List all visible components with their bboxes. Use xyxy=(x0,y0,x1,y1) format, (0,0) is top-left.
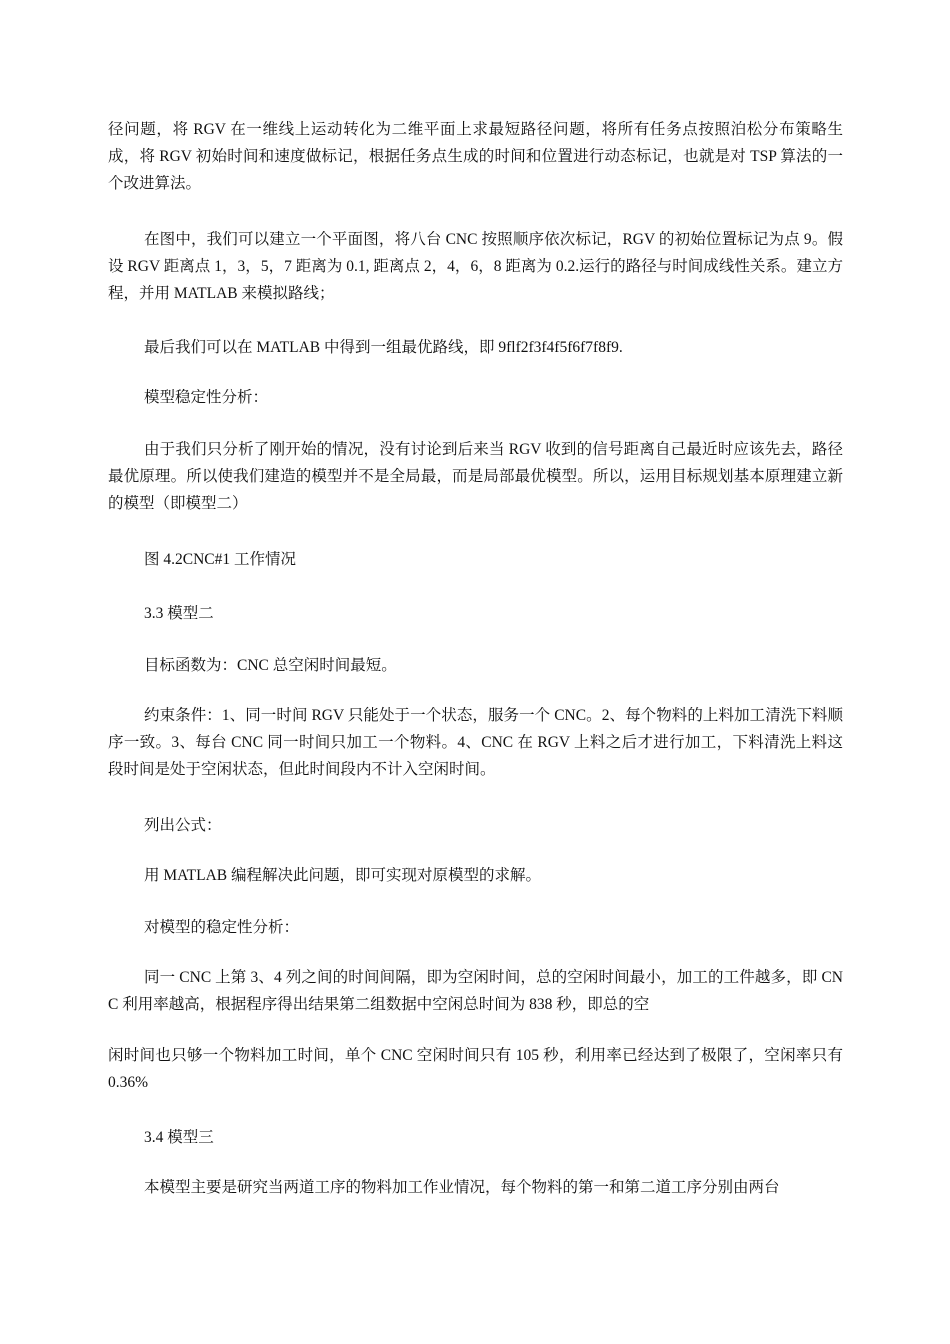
paragraph-plane-graph: 在图中，我们可以建立一个平面图，将八台 CNC 按照顺序依次标记，RGV 的初始位置标记为点 9。假设 RGV 距离点 1，3，5，7 距离为 0.1, 距离点 2，4，6，8 距离为 0.2.运行的路径与时间成线性关系。建立方程，并用 MATLAB 来模拟路线； xyxy=(108,231,843,302)
paragraph-formula-label: 列出公式： xyxy=(144,817,222,834)
paragraph-matlab-solution: 用 MATLAB 编程解决此问题，即可实现对原模型的求解。 xyxy=(144,867,541,884)
paragraph-optimal-route: 最后我们可以在 MATLAB 中得到一组最优路线，即 9flf2f3f4f5f6f7f8f9. xyxy=(144,339,623,356)
paragraph-idle-rate: 闲时间也只够一个物料加工时间，单个 CNC 空闲时间只有 105 秒，利用率已经达到了极限了，空闲率只有 0.36% xyxy=(108,1047,843,1091)
paragraph-idle-time-analysis: 同一 CNC 上第 3、4 列之间的时间间隔，即为空闲时间，总的空闲时间最小，加工的工件越多，即 CNC 利用率越高，根据程序得出结果第二组数据中空闲总时间为 838 秒，即总的空 xyxy=(108,969,843,1013)
paragraph-objective-function: 目标函数为：CNC 总空闲时间最短。 xyxy=(144,657,397,674)
figure-caption: 图 4.2CNC#1 工作情况 xyxy=(144,551,296,568)
heading-model-stability: 对模型的稳定性分析： xyxy=(144,919,300,936)
paragraph-local-optimum: 由于我们只分析了刚开始的情况，没有讨论到后来当 RGV 收到的信号距离自己最近时应该先去，路径最优原理。所以使我们建造的模型并不是全局最，而是局部最优模型。所以，运用目标规划基本原理建立新的模型（即模型二） xyxy=(108,441,843,512)
section-heading-model-two: 3.3 模型二 xyxy=(144,605,214,622)
section-heading-model-three: 3.4 模型三 xyxy=(144,1129,214,1146)
paragraph-rgv-path-problem: 径问题，将 RGV 在一维线上运动转化为二维平面上求最短路径问题，将所有任务点按照泊松分布策略生成，将 RGV 初始时间和速度做标记，根据任务点生成的时间和位置进行动态标记，也就是对 TSP 算法的一个改进算法。 xyxy=(108,121,843,192)
paragraph-two-process-model: 本模型主要是研究当两道工序的物料加工作业情况，每个物料的第一和第二道工序分别由两台 xyxy=(144,1179,780,1196)
paragraph-constraints: 约束条件：1、同一时间 RGV 只能处于一个状态，服务一个 CNC。2、每个物料的上料加工清洗下料顺序一致。3、每台 CNC 同一时间只加工一个物料。4、CNC 在 RGV 上料之后才进行加工，下料清洗上料这段时间是处于空闲状态，但此时间段内不计入空闲时间。 xyxy=(108,707,843,778)
heading-stability-analysis: 模型稳定性分析： xyxy=(144,389,269,406)
